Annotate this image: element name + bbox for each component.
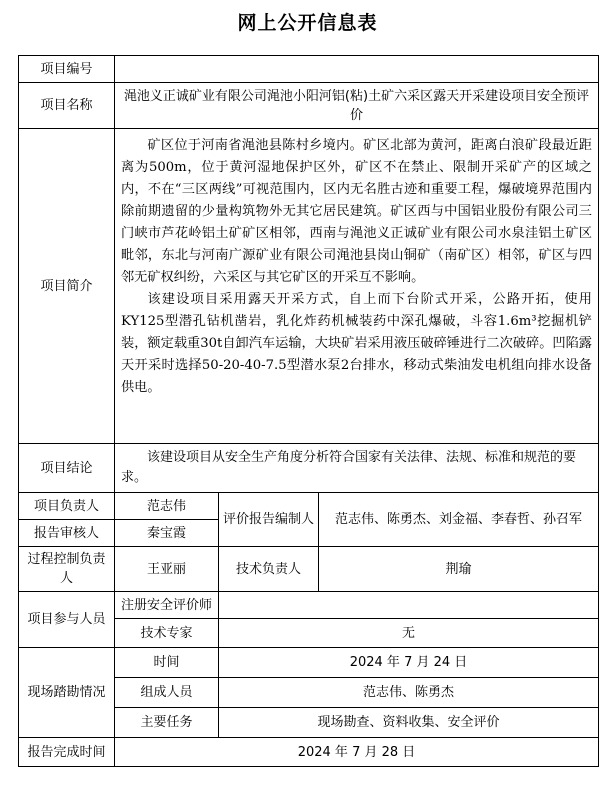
survey-time-value: 2024 年 7 月 24 日 <box>219 648 599 678</box>
participants-label: 项目参与人员 <box>19 592 115 648</box>
project-name-value: 渑池义正诚矿业有限公司渑池小阳河铝(粘)土矿六采区露天开采建设项目安全预评价 <box>115 83 599 129</box>
survey-tasks-label: 主要任务 <box>115 708 219 738</box>
row-project-number <box>19 56 599 83</box>
tech-lead-value: 荆瑜 <box>319 547 599 592</box>
registered-evaluator-value <box>219 592 599 619</box>
reviewer-label: 报告审核人 <box>19 520 115 547</box>
completion-value: 2024 年 7 月 28 日 <box>115 738 599 767</box>
conclusion-text: 该建设项目从安全生产角度分析符合国家有关法律、法规、标准和规范的要求。 <box>121 450 577 485</box>
row-survey-time <box>19 648 599 678</box>
registered-evaluator-label: 注册安全评价师 <box>115 592 219 619</box>
row-leader <box>19 493 599 520</box>
conclusion-content <box>115 444 599 493</box>
brief-paragraph-2: 该建设项目采用露天开采方式，自上而下台阶式开采，公路开拓，使用KY125型潜孔钻机凿岩，乳化炸药机械装药中深孔爆破，斗容1.6m³挖掘机铲装，额定载重30t自卸汽车运输，大块矿岩采用液压破碎锤进行二次破碎。凹陷露天开采时选择50-20-40-7.5型潜水泵2台排水，移动式柴油发电机组向排水设备供电。 <box>121 292 592 395</box>
leader-label: 项目负责人 <box>19 493 115 520</box>
row-process-control <box>19 547 599 592</box>
project-number-value <box>115 56 599 83</box>
reviewer-value: 秦宝霞 <box>115 520 219 547</box>
project-brief-content <box>115 129 599 444</box>
project-brief-label: 项目简介 <box>19 129 115 444</box>
completion-label: 报告完成时间 <box>19 738 115 767</box>
info-table <box>18 55 599 767</box>
leader-value: 范志伟 <box>115 493 219 520</box>
row-project-brief <box>19 129 599 444</box>
survey-members-value: 范志伟、陈勇杰 <box>219 678 599 708</box>
project-name-label: 项目名称 <box>19 83 115 129</box>
row-conclusion <box>19 444 599 493</box>
compilers-value: 范志伟、陈勇杰、刘金福、李春哲、孙召军 <box>319 493 599 547</box>
tech-expert-label: 技术专家 <box>115 619 219 648</box>
conclusion-label: 项目结论 <box>19 444 115 493</box>
survey-members-label: 组成人员 <box>115 678 219 708</box>
page-title: 网上公开信息表 <box>237 12 378 34</box>
project-number-label: 项目编号 <box>19 56 115 83</box>
survey-time-label: 时间 <box>115 648 219 678</box>
survey-tasks-value: 现场勘查、资料收集、安全评价 <box>219 708 599 738</box>
row-completion <box>19 738 599 767</box>
tech-expert-value: 无 <box>219 619 599 648</box>
tech-lead-label: 技术负责人 <box>219 547 319 592</box>
site-survey-label: 现场踏勘情况 <box>19 648 115 738</box>
compilers-label: 评价报告编制人 <box>219 493 319 547</box>
row-project-name <box>19 83 599 129</box>
brief-paragraph-1: 矿区位于河南省渑池县陈村乡境内。矿区北部为黄河，距离白浪矿段最近距离为500m，位于黄河湿地保护区外，矿区不在禁止、限制开采矿产的区域之内，不在“三区两线”可视范围内，区内无名胜古迹和重要工程，爆破境界范围内除前期遗留的少量构筑物外无其它居民建筑。矿区西与中国铝业股份有限公司三门峡市芦花岭铝土矿矿区相邻，西南与渑池义正诚矿业有限公司水泉洼铝土矿区毗邻，东北与河南广源矿业有限公司渑池县岗山铜矿（南矿区）相邻，矿区与四邻无矿权纠纷，六采区与其它矿区的开采互不影响。 <box>121 138 592 285</box>
row-participants-registered <box>19 592 599 619</box>
process-control-label: 过程控制负责人 <box>19 547 115 592</box>
process-control-value: 王亚丽 <box>115 547 219 592</box>
